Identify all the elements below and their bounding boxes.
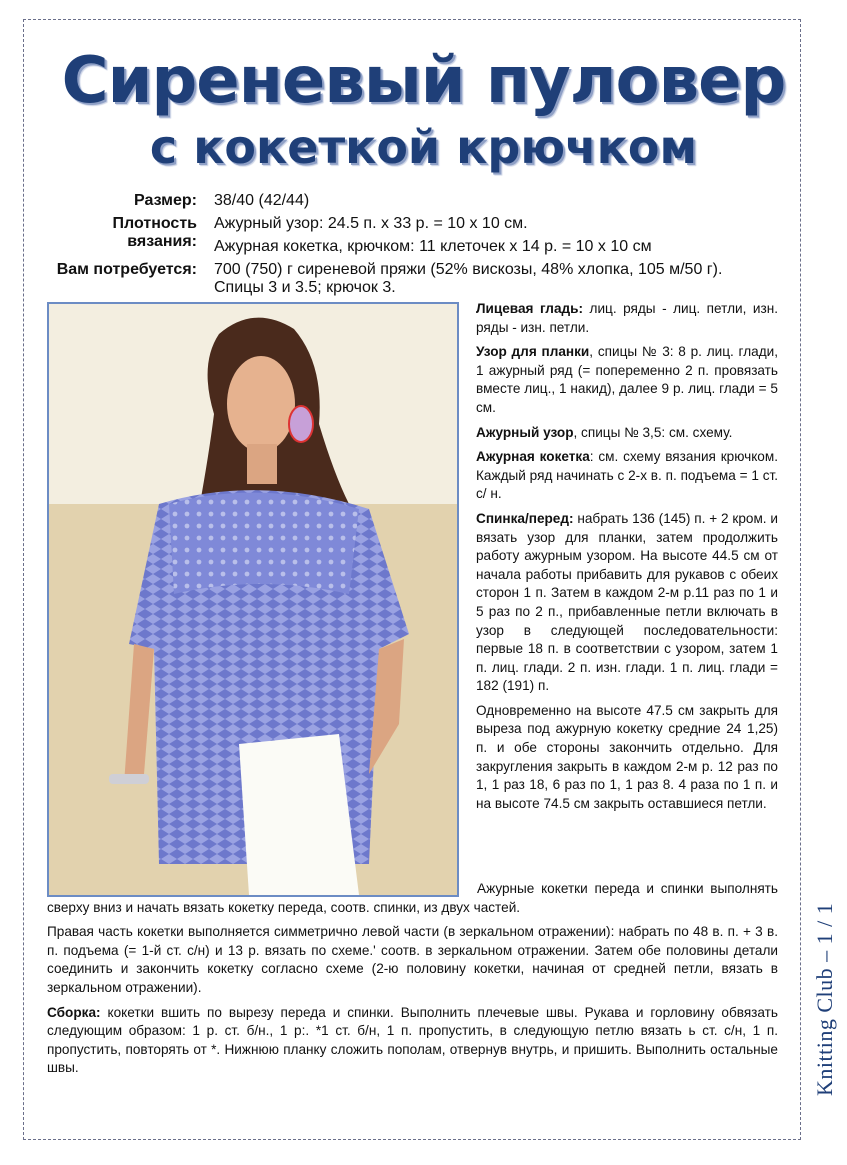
spec-row-materials [40, 261, 800, 281]
spec-value: 38/40 (42/44) [214, 192, 310, 209]
paragraph-text: Одновременно на высоте 47.5 см закрыть для выреза под ажурную кокетку средние 24 1,25) п. и обе стороны закончить отдельно. Для закругления закрыть в каждом 2-м р. 12 раз по 1, 1 раз 18, 6 раз по 1, 1 раз 8. 4 раза по 1 п. и на высоте 74.5 см закрыть оставшиеся петли. [476, 702, 778, 811]
paragraph [476, 448, 778, 504]
instructions-right-column [476, 300, 778, 819]
paragraph [47, 923, 778, 997]
sweater-yoke [169, 493, 359, 594]
paragraph [47, 880, 778, 917]
spec-label: Вам потребуется: [56, 261, 197, 278]
side-label: Knitting Club – 1 / 1 [812, 902, 837, 1096]
paragraph-heading: Узор для планки [476, 344, 590, 360]
model-photo [47, 302, 459, 897]
paragraph-text: набрать 136 (145) п. + 2 кром. и вязать узор для планки, затем продолжить работу ажурным узором. На высоте 44.5 см от начала работы прибавить для рукавов с обеих сторон 1 п. Затем в каждом 2-м р.11 раз по 1 и 5 раз по 2 п., прибавленные петли включать в узор в следующей последовательности: первые 18 п. в соответствии с узором, затем 1 п. лиц. глади. 2 п. изн. глади. 1 п. лиц. глади = 182 (191) п. [476, 510, 778, 694]
paragraph-text: : см. схему вязания крючком. Каждый ряд начинать с 2-х в. п. подъема = 1 ст. с/ н. [476, 449, 778, 502]
paragraph-heading: Ажурный узор [476, 424, 574, 440]
spec-row-gauge-yoke [40, 238, 800, 258]
paragraph [476, 702, 778, 814]
spec-row-size [40, 192, 800, 212]
paragraph [476, 343, 778, 417]
paragraph-text: , спицы № 3: 8 р. лиц. глади, 1 ажурный ряд (= попеременно 2 п. провязать вместе лиц., 1 накид), далее 9 р. лиц. глади = 5 см. [476, 344, 778, 415]
trousers-shape [239, 734, 359, 895]
paragraph-heading: Сборка: [47, 1004, 101, 1020]
spec-label: Плотность вязания: [112, 215, 197, 250]
page-subtitle: с кокеткой крючком [149, 120, 698, 174]
paragraph-text: лиц. ряды - лиц. петли, изн. ряды - изн. петли. [476, 301, 778, 335]
spec-label: Размер: [134, 192, 197, 209]
neck-shape [247, 444, 277, 484]
paragraph-text: кокетки вшить по вырезу переда и спинки. Выполнить плечевые швы. Рукава и горловину обвязать следующим образом: 1 р. ст. б/н., 1 р:. *1 ст. б/н, 1 п. пропустить, в следующую петлю вязать ь ст. с/н, 1 п. пропустить, повторять от *. Нижнюю планку сложить пополам, отвернув внутрь, и пришить. Выполнить остальные швы. [47, 1004, 778, 1076]
page-title: Сиреневый пуловер [61, 44, 786, 118]
paragraph-heading: Ажурная кокетка [476, 449, 590, 465]
paragraph-text: Правая часть кокетки выполняется симметрично левой части (в зеркальном отражении): набрать по 48 в. п. + 3 в. п. подъема (= 1-й ст. с/н) и 13 р. вязать по схеме.' соотв. в зеркальном отражении. Затем обе половины детали соединить и закончить кокетку согласно схеме (2-ю половину кокетки, начиная от средней петли, вязать в зеркальном отражении). [47, 924, 778, 995]
paragraph-heading: Лицевая гладь: [476, 301, 584, 316]
paragraph [476, 300, 778, 337]
spec-value: Ажурный узор: 24.5 п. x 33 р. = 10 x 10 см. [214, 215, 528, 232]
earring-shape [289, 406, 313, 442]
spec-value: Спицы 3 и 3.5; крючок 3. [214, 279, 396, 296]
paragraph [476, 510, 778, 696]
paragraph-text: Ажурные кокетки переда и спинки выполнять сверху вниз и начать вязать кокетку переда, соотв. спинки, из двух частей. [47, 881, 778, 915]
paragraph [476, 424, 778, 443]
paragraph-heading: Спинка/перед: [476, 510, 574, 526]
paragraph-text: , спицы № 3,5: см. схему. [573, 424, 733, 440]
instructions-bottom [47, 880, 778, 1084]
spec-value: 700 (750) г сиреневой пряжи (52% вискозы, 48% хлопка, 105 м/50 г). [214, 261, 723, 278]
face-shape [227, 356, 295, 452]
model-illustration [49, 304, 457, 895]
spec-value: Ажурная кокетка, крючком: 11 клеточек x 14 р. = 10 x 10 см [214, 238, 652, 255]
bracelet-shape [109, 774, 149, 784]
spec-row-tools [40, 279, 800, 299]
paragraph [47, 1004, 778, 1078]
